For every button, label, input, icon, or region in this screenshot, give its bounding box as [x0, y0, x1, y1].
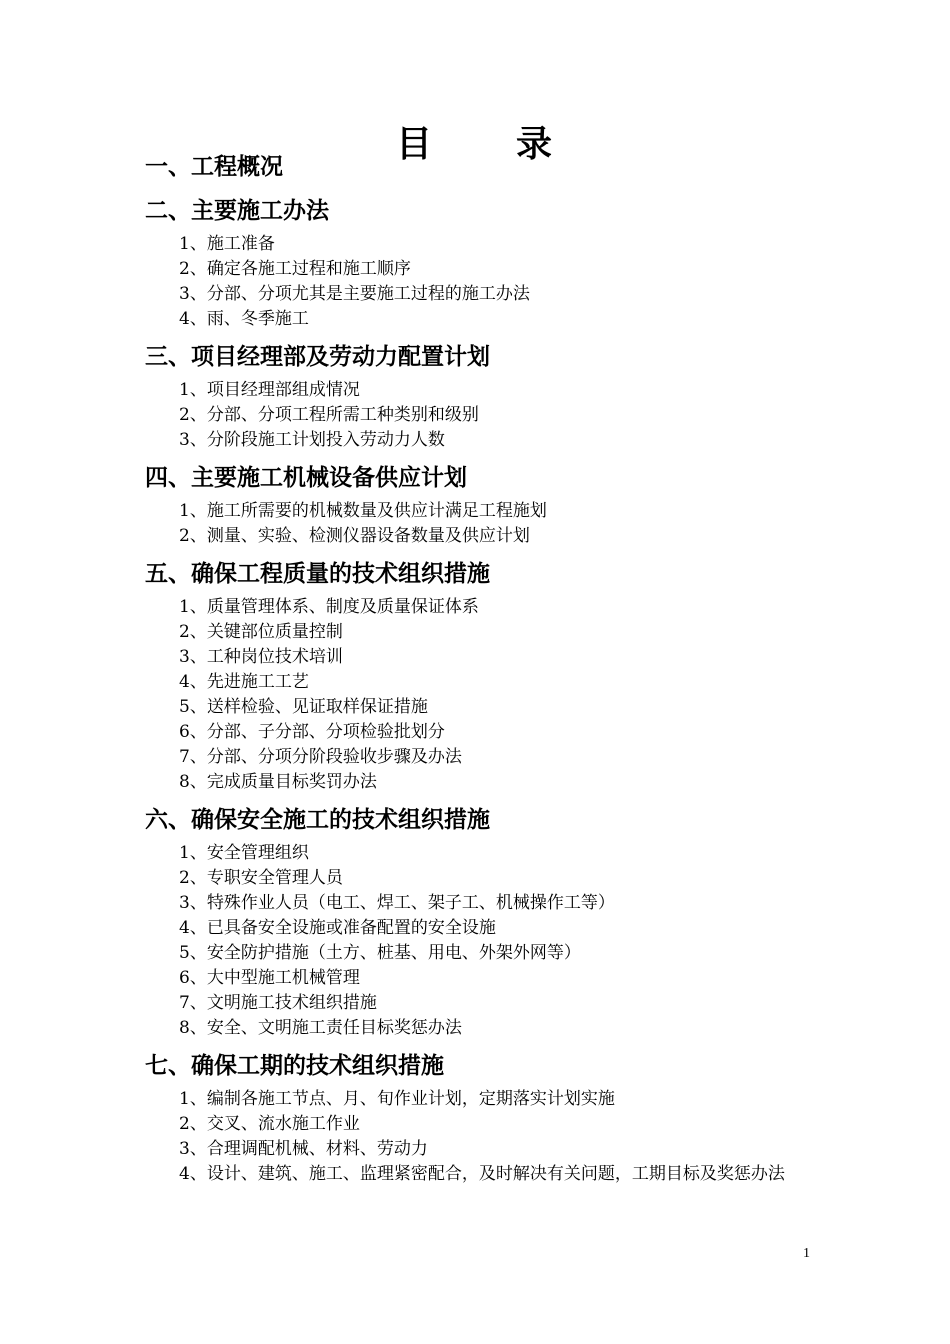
toc-item: 1、质量管理体系、制度及质量保证体系 [179, 597, 479, 617]
toc-section [145, 803, 825, 1041]
toc-section [145, 340, 825, 453]
section-heading: 七、确保工期的技术组织措施 [145, 1053, 444, 1079]
section-items [145, 499, 825, 549]
toc-item: 2、确定各施工过程和施工顺序 [179, 259, 411, 279]
toc-item: 3、工种岗位技术培训 [179, 647, 343, 667]
section-heading: 六、确保安全施工的技术组织措施 [145, 807, 490, 833]
toc-item: 2、分部、分项工程所需工种类别和级别 [179, 405, 479, 425]
section-items [145, 1087, 825, 1187]
toc-item: 3、分阶段施工计划投入劳动力人数 [179, 430, 445, 450]
page-number: 1 [803, 1246, 810, 1261]
toc-item: 5、送样检验、见证取样保证措施 [179, 697, 428, 717]
toc-item: 4、设计、建筑、施工、监理紧密配合，及时解决有关问题，工期目标及奖惩办法 [179, 1164, 785, 1184]
toc-item: 4、已具备安全设施或准备配置的安全设施 [179, 918, 496, 938]
toc-item: 8、安全、文明施工责任目标奖惩办法 [179, 1018, 462, 1038]
table-of-contents [145, 150, 825, 1195]
toc-item: 1、安全管理组织 [179, 843, 309, 863]
toc-item: 2、专职安全管理人员 [179, 868, 343, 888]
toc-item: 7、文明施工技术组织措施 [179, 993, 377, 1013]
toc-item: 4、雨、冬季施工 [179, 309, 309, 329]
toc-section [145, 1049, 825, 1187]
toc-item: 3、合理调配机械、材料、劳动力 [179, 1139, 428, 1159]
toc-item: 1、施工所需要的机械数量及供应计满足工程施划 [179, 501, 547, 521]
title-char-1: 目 [395, 123, 434, 166]
toc-item: 6、分部、子分部、分项检验批划分 [179, 722, 445, 742]
section-items [145, 232, 825, 332]
toc-item: 2、测量、实验、检测仪器设备数量及供应计划 [179, 526, 530, 546]
section-heading: 五、确保工程质量的技术组织措施 [145, 561, 490, 587]
section-items [145, 841, 825, 1041]
toc-item: 1、项目经理部组成情况 [179, 380, 360, 400]
toc-item: 1、编制各施工节点、月、旬作业计划，定期落实计划实施 [179, 1089, 615, 1109]
toc-item: 6、大中型施工机械管理 [179, 968, 360, 988]
toc-item: 7、分部、分项分阶段验收步骤及办法 [179, 747, 462, 767]
toc-item: 8、完成质量目标奖罚办法 [179, 772, 377, 792]
toc-item: 4、先进施工工艺 [179, 672, 309, 692]
toc-section [145, 194, 825, 332]
section-heading: 三、项目经理部及劳动力配置计划 [145, 344, 490, 370]
toc-section [145, 557, 825, 795]
section-heading: 四、主要施工机械设备供应计划 [145, 465, 467, 491]
toc-item: 5、安全防护措施（土方、桩基、用电、外架外网等） [179, 943, 581, 963]
toc-item: 2、关键部位质量控制 [179, 622, 343, 642]
toc-item: 3、分部、分项尤其是主要施工过程的施工办法 [179, 284, 530, 304]
toc-item: 3、特殊作业人员（电工、焊工、架子工、机械操作工等） [179, 893, 615, 913]
toc-item: 2、交叉、流水施工作业 [179, 1114, 360, 1134]
section-heading: 一、工程概况 [145, 154, 283, 180]
section-items [145, 595, 825, 795]
toc-item: 1、施工准备 [179, 234, 275, 254]
section-items [145, 378, 825, 453]
toc-section [145, 461, 825, 549]
section-heading: 二、主要施工办法 [145, 198, 329, 224]
toc-section [145, 150, 825, 184]
title-char-2: 录 [516, 123, 555, 166]
